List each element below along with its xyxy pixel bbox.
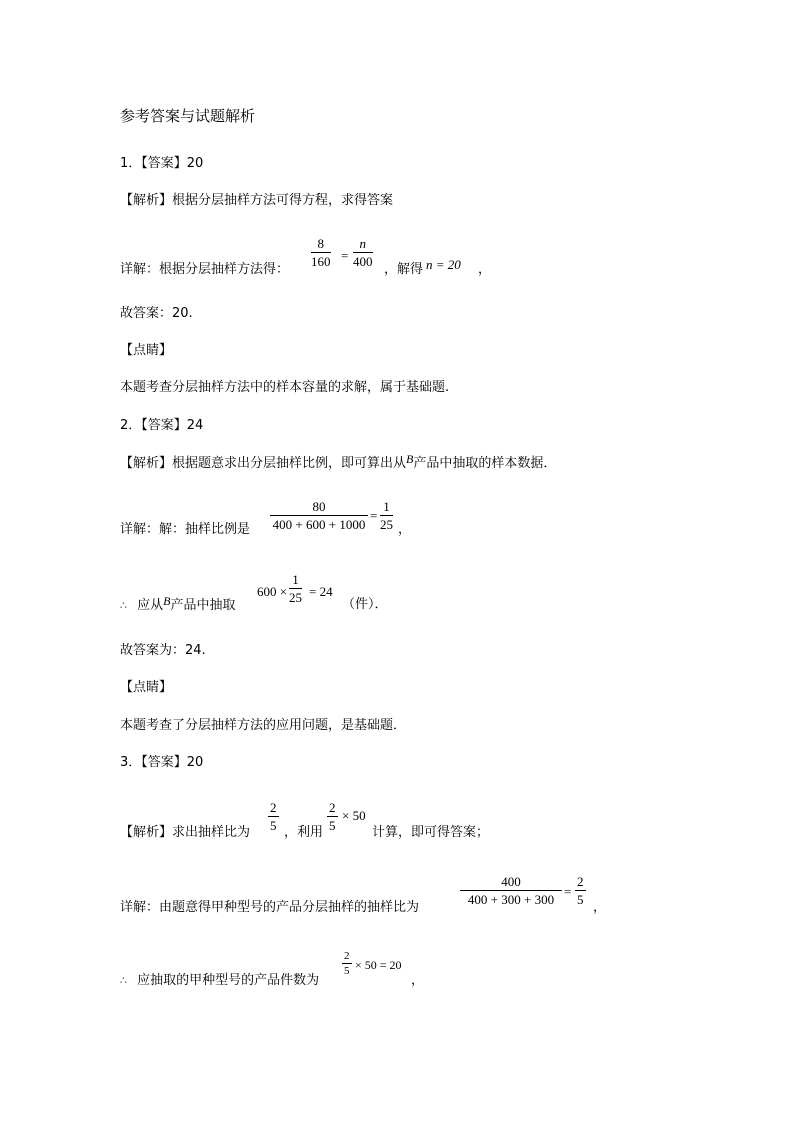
q1-n-equation: n = 20 bbox=[426, 257, 461, 272]
q2-fraction-2 bbox=[380, 499, 393, 532]
q1-f2-numerator: n bbox=[353, 236, 373, 253]
q3-end-2: ， bbox=[411, 973, 425, 988]
q2-equals: = bbox=[370, 508, 378, 523]
q3-ratio-denominator: 5 bbox=[270, 818, 277, 833]
q2-calc-a: 600 × bbox=[257, 584, 288, 599]
q1-f2-denominator: 400 bbox=[353, 254, 373, 269]
q2-calc-denominator: 25 bbox=[289, 590, 302, 605]
q2-end: ， bbox=[398, 522, 412, 537]
q3-answer: 3．【答案】20 bbox=[120, 755, 204, 770]
q3-analysis-b: ，利用 bbox=[284, 825, 324, 840]
section-title: 参考答案与试题解析 bbox=[120, 107, 256, 125]
q1-f1-numerator: 8 bbox=[311, 236, 331, 253]
q1-note-label: 【点睛】 bbox=[120, 343, 173, 358]
q2-analysis-b: B bbox=[406, 452, 414, 466]
q3-f2-denominator: 5 bbox=[577, 892, 584, 907]
q3-f1-numerator: 400 bbox=[460, 874, 562, 891]
q2-answer: 2．【答案】24 bbox=[120, 418, 204, 433]
q2-line3-b: B bbox=[163, 594, 171, 608]
q3-count-numerator: 2 bbox=[344, 950, 350, 962]
q1-mid-text: ，解得 bbox=[384, 262, 424, 277]
q3-use-numerator: 2 bbox=[329, 800, 336, 815]
q2-fraction-1 bbox=[270, 499, 368, 532]
q3-line3: 应抽取的甲种型号的产品件数为 bbox=[137, 973, 320, 988]
q2-calc-numerator: 1 bbox=[289, 572, 302, 589]
q3-count-line bbox=[120, 973, 319, 989]
q1-note: 本题考查分层抽样方法中的样本容量的求解，属于基础题. bbox=[120, 380, 450, 395]
q3-detail-prefix: 详解：由题意得甲种型号的产品分层抽样的抽样比为 bbox=[120, 900, 420, 915]
q3-count-rest: × 50 = 20 bbox=[355, 958, 402, 972]
q3-fraction-1 bbox=[460, 874, 562, 907]
q3-ratio-fraction bbox=[268, 800, 279, 833]
q2-unit: （件）． bbox=[342, 597, 388, 612]
q2-calc-line bbox=[120, 594, 236, 614]
q2-detail-prefix: 详解：解：抽样比例是 bbox=[120, 522, 251, 537]
q1-detail-prefix: 详解：根据分层抽样方法得： bbox=[120, 262, 290, 277]
q1-end: ， bbox=[478, 262, 492, 277]
q1-f1-denominator: 160 bbox=[311, 254, 331, 269]
q2-f1-denominator: 400 + 600 + 1000 bbox=[272, 517, 366, 532]
therefore-symbol: ∴ bbox=[120, 974, 127, 987]
q3-count-fraction bbox=[342, 950, 352, 977]
q2-f2-denominator: 25 bbox=[380, 517, 393, 532]
q3-analysis-c: 计算，即可得答案； bbox=[372, 825, 490, 840]
q2-note: 本题考查了分层抽样方法的应用问题，是基础题． bbox=[120, 718, 407, 733]
q2-calc-fraction bbox=[289, 572, 302, 605]
q1-analysis: 【解析】根据分层抽样方法可得方程，求得答案 bbox=[120, 193, 394, 208]
q3-use-times: × 50 bbox=[342, 808, 366, 823]
q2-f1-numerator: 80 bbox=[270, 499, 368, 516]
q2-note-label: 【点睛】 bbox=[120, 680, 173, 695]
q3-fraction-2 bbox=[575, 874, 586, 907]
q3-use-fraction bbox=[327, 800, 338, 833]
q1-fraction-2 bbox=[353, 236, 373, 269]
q3-equals: = bbox=[564, 884, 572, 899]
q2-conclusion: 故答案为：24. bbox=[120, 643, 206, 658]
therefore-symbol: ∴ bbox=[120, 599, 127, 612]
q3-ratio-numerator: 2 bbox=[270, 800, 277, 815]
q3-end: ， bbox=[593, 900, 607, 915]
q2-analysis-c: 产品中抽取的样本数据． bbox=[413, 456, 557, 471]
q2-f2-numerator: 1 bbox=[380, 499, 393, 516]
q3-f1-denominator: 400 + 300 + 300 bbox=[467, 892, 555, 907]
q2-line3-c: 产品中抽取 bbox=[170, 598, 236, 613]
q2-line3-a: 应从 bbox=[137, 598, 164, 613]
q2-analysis bbox=[120, 452, 557, 472]
q1-equals: = bbox=[341, 248, 349, 263]
q1-answer: 1．【答案】20 bbox=[120, 156, 204, 171]
q1-fraction-1 bbox=[311, 236, 331, 269]
q3-f2-numerator: 2 bbox=[577, 874, 584, 889]
q2-analysis-a: 【解析】根据题意求出分层抽样比例，即可算出从 bbox=[120, 456, 407, 471]
q1-conclusion: 故答案：20. bbox=[120, 306, 193, 321]
q3-use-denominator: 5 bbox=[329, 818, 336, 833]
q3-analysis-a: 【解析】求出抽样比为 bbox=[120, 825, 251, 840]
q3-count-denominator: 5 bbox=[344, 965, 350, 977]
q2-calc-b: = 24 bbox=[309, 584, 333, 599]
